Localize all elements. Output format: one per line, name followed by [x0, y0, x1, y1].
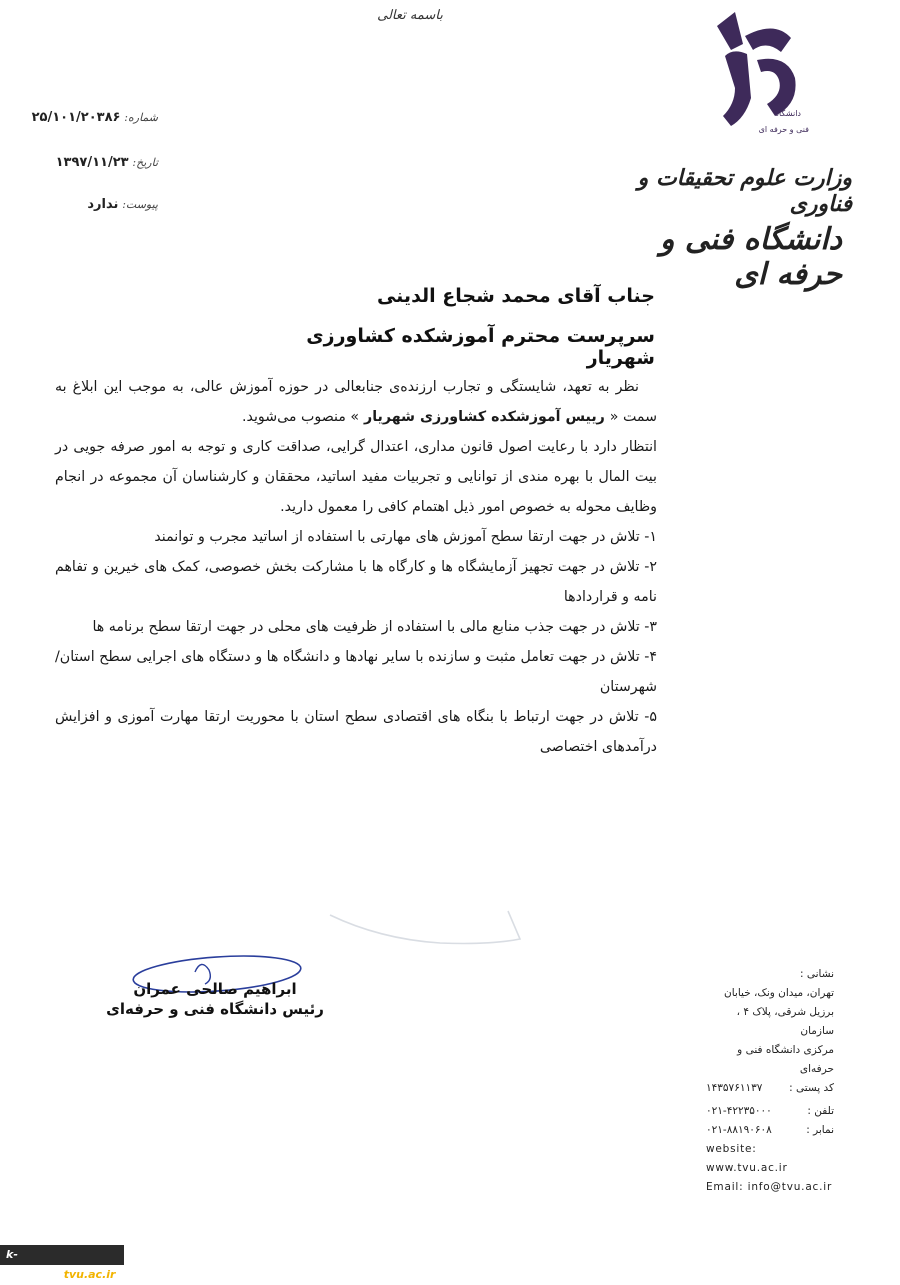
address-line: برزیل شرقی، پلاک ۴ ، سازمان	[736, 1006, 834, 1037]
list-item: ۵- تلاش در جهت ارتباط با بنگاه های اقتصادی سطح استان با محوریت ارتقا مهارت آموزی و افزایش درآمدهای اختصاصی	[55, 709, 657, 755]
attachment-label: پیوست:	[122, 198, 158, 211]
fax-label: نمابر :	[806, 1124, 834, 1136]
address-label: نشانی :	[799, 968, 834, 980]
postal-value: ۱۴۳۵۷۶۱۱۳۷	[706, 1082, 763, 1094]
body-paragraph-expectations: انتظار دارد با رعایت اصول قانون مداری، اعتدال گرایی، صداقت کاری و توجه به امور صرفه جویی در بیت المال با بهره مندی از توانایی و تجربیات مفید اساتید، محققان و کارشناسان آن مجموعه در انجام وظایف محوله به خصوص امور ذیل اهتمام کافی را معمول دارید.	[55, 439, 657, 515]
university-logo-icon	[705, 8, 815, 143]
list-item: ۱- تلاش در جهت ارتقا سطح آموزش های مهارتی با استفاده از اساتید مجرب و توانمند	[154, 529, 657, 545]
site-suffix: tvu.ac.ir	[63, 1268, 116, 1281]
number-label: شماره:	[124, 111, 158, 124]
logo-caption-1: دانشگاه	[774, 109, 801, 118]
phone-label: تلفن :	[807, 1105, 834, 1117]
addressee-title: سرپرست محترم آموزشکده کشاورزی شهریار	[306, 325, 655, 369]
appointment-position: رییس آموزشکده کشاورزی شهریار	[359, 409, 610, 425]
ministry-name: وزارت علوم تحقیقات و فناوری	[637, 165, 852, 217]
body-paragraph-appointment	[55, 372, 657, 432]
signatory-name: ابراهیم صالحی عمران	[133, 980, 297, 998]
date-label: تاریخ:	[132, 156, 158, 169]
letter-attachment	[28, 197, 158, 212]
site-tag[interactable]	[0, 1245, 124, 1281]
website-link[interactable]: website: www.tvu.ac.ir	[706, 1143, 788, 1174]
letter-number	[28, 110, 158, 125]
fax-row	[706, 1121, 834, 1140]
postal-code-row	[706, 1079, 834, 1098]
appointment-text-end: » منصوب می‌شوید.	[241, 409, 360, 425]
list-item: ۲- تلاش در جهت تجهیز آزمایشگاه ها و کارگاه ها با مشارکت بخش خصوصی، کمک های خیرین و تفاهم نامه و قراردادها	[55, 559, 657, 605]
postal-label: کد پستی :	[789, 1082, 834, 1094]
letter-date	[28, 155, 158, 170]
date-value: ۱۳۹۷/۱۱/۲۳	[55, 155, 129, 170]
faint-mark	[320, 905, 530, 950]
logo-caption-2: فنی و حرفه ای	[758, 125, 809, 134]
phone-row	[706, 1102, 834, 1121]
appointment-text-start: نظر به تعهد، شایستگی و تجارب ارزنده‌ی جنابعالی در حوزه آموزش عالی، به موجب این ابلاغ به سمت «	[55, 379, 657, 425]
address-line: مرکزی دانشگاه فنی و حرفه‌ای	[737, 1044, 834, 1075]
addressee-name: جناب آقای محمد شجاع الدینی	[376, 285, 655, 307]
signatory-title: رئیس دانشگاه فنی و حرفه‌ای	[106, 1000, 324, 1018]
address-line: تهران، میدان ونک، خیابان	[724, 987, 834, 999]
signature-block	[95, 980, 335, 1018]
email-link[interactable]: Email: info@tvu.ac.ir	[706, 1181, 833, 1193]
list-item: ۴- تلاش در جهت تعامل مثبت و سازنده با سایر نهادها و دانشگاه ها و دستگاه های اجرایی سطح استان/ شهرستان	[55, 649, 657, 695]
invocation-text: باسمه تعالی	[377, 8, 443, 23]
list-item: ۳- تلاش در جهت جذب منابع مالی با استفاده از ظرفیت های محلی در جهت ارتقا سطح برنامه ها	[92, 619, 657, 635]
fax-value: ۰۲۱-۸۸۱۹۰۶۰۸	[706, 1124, 772, 1136]
phone-value: ۰۲۱-۴۲۲۳۵۰۰۰	[706, 1105, 772, 1117]
university-name: دانشگاه فنی و حرفه ای	[659, 222, 842, 292]
site-prefix: k-shahryar.	[6, 1248, 64, 1281]
attachment-value: ندارد	[87, 197, 119, 212]
number-value: ۲۵/۱۰۱/۲۰۳۸۶	[31, 110, 121, 125]
letter-body	[55, 372, 657, 762]
contact-block	[706, 965, 834, 1197]
